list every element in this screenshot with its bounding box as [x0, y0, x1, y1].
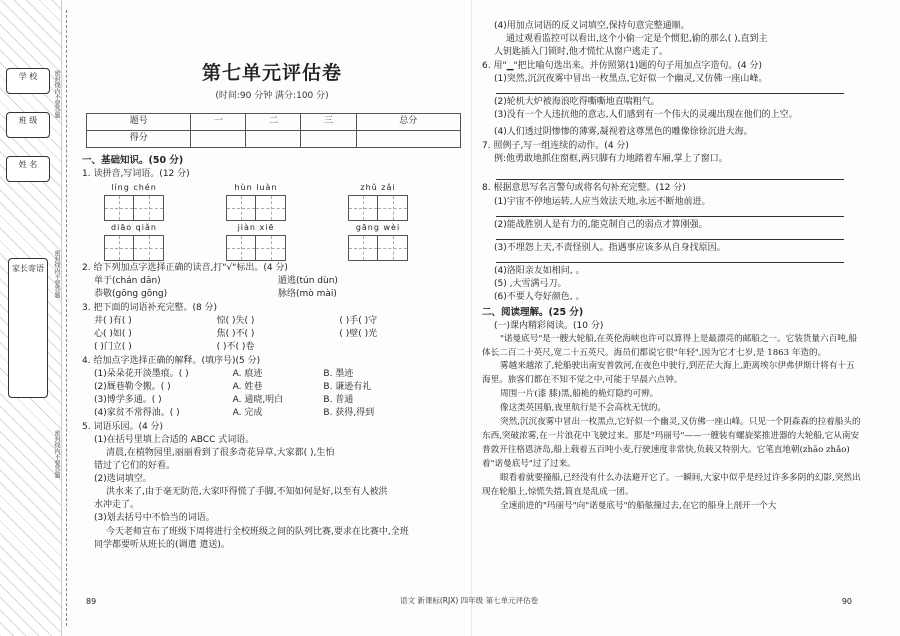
writing-cell[interactable] [378, 195, 408, 221]
idiom-row [82, 341, 462, 354]
idiom-blank[interactable]: ( )壁( )光 [339, 328, 378, 339]
sub-question: (3)划去括号中不恰当的词语。 [94, 513, 215, 524]
proverb-prompt: (3)不埋怨上天,不责怪别人。指遇事应该多从自身找原因。 [494, 242, 726, 253]
proverb-prompt: (1)宇宙不停地运转,人应当效法天地,永远不断地前进。 [494, 196, 711, 207]
meaning-option-a[interactable]: A. 姓巷 [232, 382, 263, 393]
exam-meta: (时间:90 分钟 满分:100 分) [215, 90, 329, 101]
fill-sentence-cont: 人钥匙插入门锁时,他才慌忙从窗户逃走了。 [494, 47, 668, 58]
score-cell: 三 [301, 113, 356, 130]
writing-cell[interactable] [104, 195, 134, 221]
writing-cell[interactable] [226, 235, 256, 261]
idiom-blank[interactable]: ( )不( )卷 [216, 341, 255, 352]
meaning-option-b[interactable]: B. 谦逊有礼 [323, 382, 372, 393]
question-8: 8. 根据意思写名言警句或将名句补充完整。(12 分) [482, 183, 686, 194]
writing-cell[interactable] [256, 235, 286, 261]
right-page [482, 20, 862, 514]
writing-cell[interactable] [104, 235, 134, 261]
fill-sentence-cont[interactable]: 同学都要听从班长的(调遣 遣送)。 [94, 539, 230, 550]
simile-sentence[interactable]: (3)没有一个人违抗他的意志,人们感到有一个伟大的灵魂出现在他们的上空。 [494, 110, 798, 121]
meaning-option-b[interactable]: B. 获得,得到 [323, 408, 375, 419]
score-header-row [87, 113, 461, 130]
score-input-3[interactable] [301, 130, 356, 147]
pinyin-row [102, 222, 462, 261]
reading-subheading: (一)课内精彩阅读。(10 分) [494, 320, 604, 331]
meaning-option-b[interactable]: B. 普通 [323, 395, 354, 406]
fill-sentence-cont: 错过了它们的好看。 [94, 461, 176, 472]
score-value-row [87, 130, 461, 147]
answer-line[interactable] [496, 209, 844, 217]
reading-choice-row [82, 288, 462, 301]
idiom-blank[interactable]: 惊( )失( ) [216, 315, 255, 326]
score-input-1[interactable] [191, 130, 246, 147]
fill-sentence[interactable]: 清晨,在植物园里,丽丽看到了很多奇花异草,大家都( ),生怕 [106, 448, 335, 459]
simile-sentence[interactable]: (4)人们透过阴惨惨的薄雾,凝视着这尊黑色的雕像徐徐沉进大海。 [494, 127, 753, 138]
simile-sentence[interactable]: (2)轮机大炉被海浪吃得嘶嘶地直喘粗气。 [494, 97, 660, 108]
meaning-item[interactable]: (1)朵朵花开淡墨痕。( ) [94, 368, 189, 379]
writing-cell[interactable] [348, 195, 378, 221]
pinyin-prompt: diāo qiǎn [111, 223, 157, 232]
meaning-option-a[interactable]: A. 通晓,明白 [232, 395, 284, 406]
reading-choice[interactable]: 遁逃(tún dùn) [278, 275, 338, 286]
idiom-blank[interactable]: 心( )如( ) [94, 328, 132, 339]
binding-margin [0, 0, 62, 636]
meaning-row [94, 407, 462, 420]
reading-choice-row [82, 275, 462, 288]
class-label: 班 级 [18, 116, 38, 125]
section-heading: 一、基础知识。(50 分) [82, 154, 184, 166]
meaning-option-b[interactable]: B. 墨迹 [323, 368, 354, 379]
passage-paragraph: 眼看着就要撞船,已经没有什么办法避开它了。一瞬间,大家中似乎是经过许多多阴的幻影,突然出现在轮船上,惊慌失措,简直是乱成一团。 [482, 472, 861, 497]
question-2: 2. 给下列加点字选择正确的读音,打"√"标出。(4 分) [82, 262, 288, 273]
reading-choice[interactable]: 脉络(mò mài) [278, 288, 337, 299]
meaning-list [82, 368, 462, 420]
writing-cell[interactable] [378, 235, 408, 261]
answer-line[interactable] [496, 255, 844, 263]
left-page [82, 60, 462, 552]
page-title: 第七单元评估卷 [201, 62, 342, 84]
writing-cell[interactable] [348, 235, 378, 261]
pinyin-prompt: líng chén [111, 183, 157, 193]
school-field[interactable] [6, 68, 50, 94]
meaning-item[interactable]: (2)厩巷勒令搬。( ) [94, 382, 171, 393]
pinyin-prompt: jiàn xiē [237, 223, 275, 232]
passage-paragraph[interactable]: 突然,沉沉夜雾中冒出一枚黑点,它好似一个幽灵,又仿佛一座山峰。只见一个阴森森的拉着船头的东西,突破浓雾,在一片浪花中飞驶过来。那是"玛丽号"——一艘装有螺旋桨推进器的大轮船,它从南安普敦开往格恩济岛,船上载着五百吨小麦,行驶速度非常快,负载又特别大。它笔直地朝(zhāo zhǎo)着"诺曼底号"过了过来。 [482, 417, 861, 469]
answer-line[interactable] [496, 172, 844, 180]
idiom-blank[interactable]: 焦( )不( ) [216, 328, 255, 339]
score-table [86, 113, 461, 148]
fill-sentence-cont: 水冲走了。 [94, 500, 140, 511]
school-label: 学 校 [18, 72, 38, 81]
footer-caption: 语文 新课标(RJX) 四年级 第七单元评估卷 [400, 596, 539, 605]
page-number-right: 90 [841, 597, 852, 606]
sub-question: (1)在括号里填上合适的 ABCC 式词语。 [94, 435, 255, 446]
score-cell: 一 [191, 113, 246, 130]
seal-line [66, 10, 67, 626]
meaning-item[interactable]: (3)博学多通。( ) [94, 395, 162, 406]
writing-cell[interactable] [256, 195, 286, 221]
passage-paragraph: 全速前进的"玛丽号"向"诺曼底号"的船舷撞过去,在它的船身上剖开一个大 [500, 500, 777, 511]
score-input-total[interactable] [356, 130, 461, 147]
meaning-option-a[interactable]: A. 完成 [232, 408, 263, 419]
passage-paragraph: 雾越来越浓了,轮船驶出南安普敦河,在夜色中驶行,到茫茫大海上,距离埃尔伊弗伊斯计将有十五海里。旅客们都在不知不觉之中,可能于早晨六点钟。 [482, 361, 855, 386]
proverb-prompt: (2)能战胜别人是有力的,能克制自己的弱点才算刚强。 [494, 219, 708, 230]
proverb-blank[interactable]: (6)不要人夸好颜色, 。 [494, 291, 585, 302]
seal-note-middle: 密封线内不要答题 [53, 250, 60, 298]
idiom-row [82, 328, 462, 341]
passage-paragraph: "诺曼底号"是一艘大轮船,在英伦海峡也许可以算得上是最漂亮的邮船之一。它装货量六百吨,船体长二百二十英尺,宽二十五英尺。海员们都说它很"年轻",因为它才七岁,是 1863 年造的。 [482, 333, 858, 358]
pinyin-prompt: zhǔ zǎi [360, 183, 396, 193]
page-fold [471, 0, 472, 636]
example-sentence: 例:他勇敢地抓住窗框,两只脚有力地踏着车厢,掌上了窗口。 [494, 154, 728, 165]
question-7: 7. 照例子,写一组连续的动作。(4 分) [482, 141, 629, 152]
parent-comment-box[interactable] [8, 258, 48, 398]
idiom-blank[interactable]: 井( )有( ) [94, 315, 132, 326]
question-3: 3. 把下面的词语补充完整。(8 分) [82, 302, 218, 313]
fill-sentence[interactable]: 今天老师宣布了班级下周将进行全校班级之间的队列比赛,要求在比赛中,全班 [106, 526, 409, 537]
score-input-2[interactable] [246, 130, 301, 147]
passage-paragraph[interactable]: 周围一片(漆 膝)黑,船桅的桅灯隐约可辨。 [500, 389, 659, 400]
question-6: 6. 用"▁"把比喻句选出来。并仿照第(1)题的句子用加点字造句。(4 分) [482, 61, 763, 72]
fill-sentence[interactable]: 洪水来了,由于毫无防范,大家吓得慌了手脚,不知如何是好,以至有人被洪 [106, 487, 388, 498]
pinyin-prompt: hùn luàn [234, 183, 278, 193]
seal-note-top: 密封线内不要答题 [53, 70, 60, 118]
meaning-item[interactable]: (4)家贫不常得油。( ) [94, 408, 180, 419]
answer-line[interactable] [496, 86, 844, 94]
pinyin-row [102, 182, 462, 221]
meaning-row [94, 394, 462, 407]
idiom-blank[interactable]: ( )门立( ) [94, 341, 132, 352]
class-field[interactable] [6, 112, 50, 138]
simile-sentence[interactable]: (1)突然,沉沉夜雾中冒出一枚黑点,它好似一个幽灵,又仿佛一座山峰。 [494, 74, 768, 85]
score-cell: 得分 [87, 130, 191, 147]
fill-sentence[interactable]: 通过观看监控可以看出,这个小偷一定是个惯犯,偷的那么( ),直到主 [506, 34, 768, 45]
meaning-option-a[interactable]: A. 痕迹 [232, 368, 263, 379]
writing-cell[interactable] [134, 235, 164, 261]
section-heading: 二、阅读理解。(25 分) [482, 306, 584, 318]
question-4: 4. 给加点字选择正确的解释。(填序号)(5 分) [82, 355, 261, 366]
seal-note-bottom: 密封线内不要答题 [53, 430, 60, 478]
reading-choice[interactable]: 单于(chán dān) [94, 275, 161, 286]
score-cell: 二 [246, 113, 301, 130]
meaning-row [94, 368, 462, 381]
score-cell: 总分 [356, 113, 461, 130]
page-number-left: 89 [86, 597, 97, 606]
meaning-row [94, 381, 462, 394]
score-cell: 题号 [87, 113, 191, 130]
proverb-blank[interactable]: (5) ,大雪满弓刀。 [494, 278, 567, 289]
parent-comment-label: 家长寄语 [12, 264, 44, 273]
name-label: 姓 名 [18, 160, 38, 169]
idiom-row [82, 315, 462, 328]
answer-line[interactable] [496, 232, 844, 240]
reading-choice[interactable]: 恭敬(gōng gōng) [94, 288, 168, 299]
idiom-blank[interactable]: ( )手( )守 [339, 315, 378, 326]
pinyin-prompt: gāng wèi [355, 223, 401, 232]
writing-cell[interactable] [226, 195, 256, 221]
writing-cell[interactable] [134, 195, 164, 221]
passage-paragraph: 像这类英国船,夜里航行是不会高枕无忧的。 [500, 403, 667, 414]
proverb-blank[interactable]: (4)洛阳亲友如相问, 。 [494, 265, 585, 276]
question-1: 1. 读拼音,写词语。(12 分) [82, 169, 190, 180]
question-5: 5. 词语乐园。(4 分) [82, 422, 164, 433]
sub-question: (4)用加点词语的反义词填空,保持句意完整通顺。 [494, 21, 690, 31]
sub-question: (2)选词填空。 [94, 474, 152, 485]
name-field[interactable] [6, 156, 50, 182]
